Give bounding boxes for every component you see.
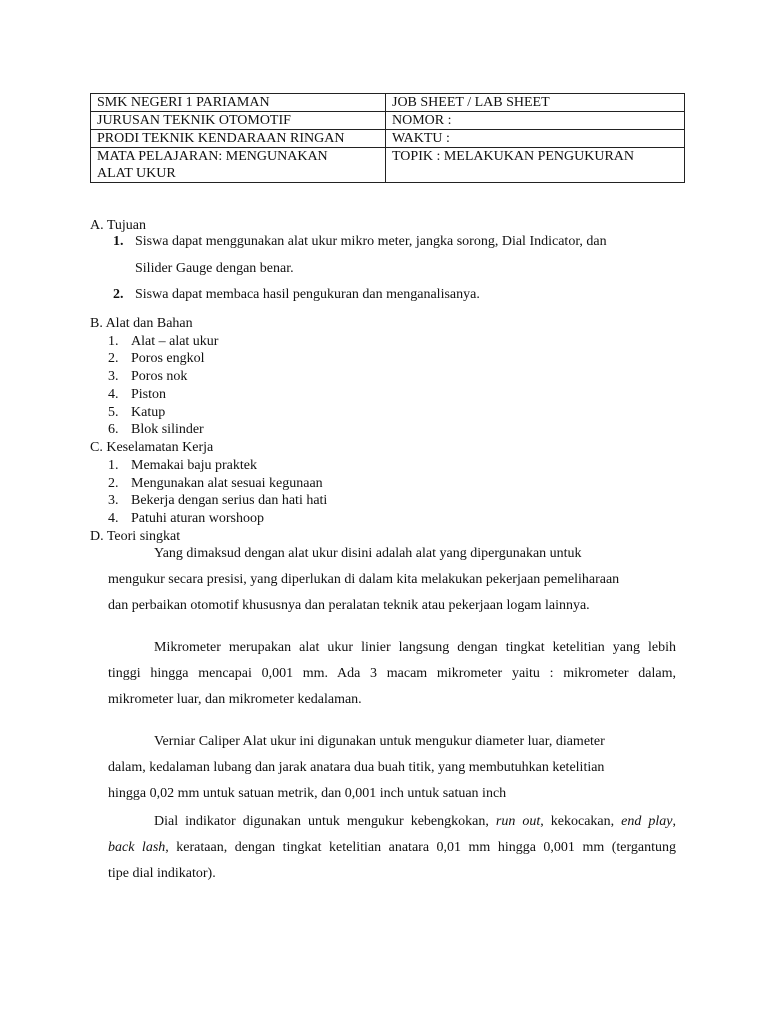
subject-line-1: MATA PELAJARAN: MENGUNAKAN: [97, 149, 328, 164]
paragraph-line: Mikrometer merupakan alat ukur linier langsung dengan tingkat ketelitian yang lebih: [154, 640, 676, 655]
school-name-cell: SMK NEGERI 1 PARIAMAN: [91, 94, 386, 112]
list-item: Siswa dapat membaca hasil pengukuran dan menganalisanya.: [135, 287, 480, 302]
list-item-continued: Silider Gauge dengan benar.: [135, 261, 294, 276]
section-c-title: C. Keselamatan Kerja: [90, 440, 214, 455]
list-item-text: Poros nok: [131, 369, 188, 384]
paragraph-line: hingga 0,02 mm untuk satuan metrik, dan 0,001 inch untuk satuan inch: [108, 786, 507, 801]
subject-line-2: ALAT UKUR: [97, 166, 176, 181]
section-a-title: A. Tujuan: [90, 218, 147, 233]
paragraph-line: dalam, kedalaman lubang dan jarak anatara dua buah titik, yang membutuhkan ketelitian: [108, 760, 605, 775]
header-table: [90, 93, 685, 183]
list-item: 1. Memakai baju praktek: [108, 458, 257, 473]
list-item: Siswa dapat menggunakan alat ukur mikro meter, jangka sorong, Dial Indicator, dan: [135, 234, 607, 249]
list-item-text: Blok silinder: [131, 422, 204, 437]
paragraph-line: Verniar Caliper Alat ukur ini digunakan untuk mengukur diameter luar, diameter: [154, 734, 605, 749]
paragraph-line: [108, 809, 676, 835]
list-item: 1. Alat – alat ukur: [108, 334, 219, 349]
list-number: 2.: [113, 287, 124, 302]
section-d-title: D. Teori singkat: [90, 529, 181, 544]
list-item: 3. Bekerja dengan serius dan hati hati: [108, 493, 328, 508]
list-item-text: Piston: [131, 387, 167, 402]
list-item: 4. Piston: [108, 387, 167, 402]
department-cell: JURUSAN TEKNIK OTOMOTIF: [91, 112, 386, 130]
section-b-title: B. Alat dan Bahan: [90, 316, 193, 331]
list-item-text: Poros engkol: [131, 351, 205, 366]
subject-cell: [91, 148, 386, 183]
list-item: 3. Poros nok: [108, 369, 188, 384]
list-item-text: Alat – alat ukur: [131, 334, 219, 349]
topic-cell: TOPIK : MELAKUKAN PENGUKURAN: [386, 148, 685, 183]
table-row: [91, 148, 685, 183]
list-item-text: Bekerja dengan serius dan hati hati: [131, 493, 328, 508]
italic-term: run out: [495, 814, 541, 829]
table-row: [91, 94, 685, 112]
paragraph-line: mengukur secara presisi, yang diperlukan di dalam kita melakukan pekerjaan pemeliharaan: [108, 572, 620, 587]
italic-term: end play: [621, 814, 673, 829]
text-run: ,: [672, 814, 676, 829]
list-item: 2. Mengunakan alat sesuai kegunaan: [108, 476, 323, 491]
text-run: , kerataan, dengan tingkat ketelitian anatara 0,01 mm hingga 0,001 mm (tergantung: [165, 840, 677, 855]
sheet-type-cell: JOB SHEET / LAB SHEET: [386, 94, 685, 112]
list-item-text: Mengunakan alat sesuai kegunaan: [131, 476, 323, 491]
program-cell: PRODI TEKNIK KENDARAAN RINGAN: [91, 130, 386, 148]
paragraph-line: [108, 835, 676, 861]
list-item-text: Patuhi aturan worshoop: [131, 511, 264, 526]
list-item: 6. Blok silinder: [108, 422, 204, 437]
theory-paragraph-4: [108, 809, 676, 887]
list-item: 4. Patuhi aturan worshoop: [108, 511, 264, 526]
table-row: [91, 112, 685, 130]
theory-paragraph-1: [108, 541, 676, 619]
paragraph-line: tinggi hingga mencapai 0,001 mm. Ada 3 macam mikrometer yaitu : mikrometer dalam,: [108, 666, 676, 681]
list-item-text: Memakai baju praktek: [131, 458, 257, 473]
number-cell: NOMOR :: [386, 112, 685, 130]
table-row: [91, 130, 685, 148]
paragraph-line: dan perbaikan otomotif khususnya dan peralatan teknik atau pekerjaan logam lainnya.: [108, 598, 590, 613]
list-item: 5. Katup: [108, 405, 166, 420]
list-item-text: Katup: [131, 405, 166, 420]
time-cell: WAKTU :: [386, 130, 685, 148]
list-item: 2. Poros engkol: [108, 351, 205, 366]
text-run: , kekocakan,: [540, 814, 622, 829]
theory-paragraph-3: [108, 729, 676, 807]
text-run: Dial indikator digunakan untuk mengukur kebengkokan,: [154, 814, 496, 829]
paragraph-line: tipe dial indikator).: [108, 866, 216, 881]
list-number: 1.: [113, 234, 124, 249]
theory-paragraph-2: [108, 635, 676, 713]
paragraph-line: mikrometer luar, dan mikrometer kedalaman.: [108, 692, 362, 707]
italic-term: back lash: [108, 840, 166, 855]
paragraph-line: Yang dimaksud dengan alat ukur disini adalah alat yang dipergunakan untuk: [154, 546, 582, 561]
